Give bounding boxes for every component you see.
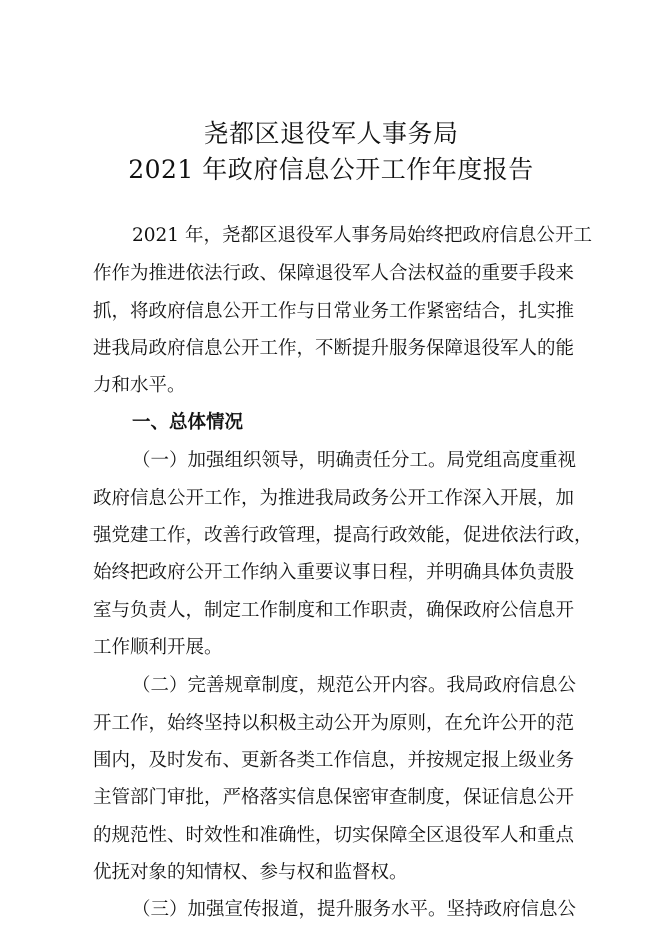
body-line-1: 2021 年，尧都区退役军人事务局始终把政府信息公开工 xyxy=(132,225,592,246)
body-line-2: 作作为推进依法行政、保障退役军人合法权益的重要手段来 xyxy=(93,263,575,284)
body-line-12: 工作顺利开展。 xyxy=(93,637,223,658)
body-line-4: 进我局政府信息公开工作，不断提升服务保障退役军人的能 xyxy=(93,338,575,359)
body-line-3: 抓，将政府信息公开工作与日常业务工作紧密结合，扎实推 xyxy=(93,301,575,322)
body-line-17: 的规范性、时效性和准确性，切实保障全区退役军人和重点 xyxy=(93,825,575,846)
body-line-10: 始终把政府公开工作纳入重要议事日程，并明确具体负责股 xyxy=(93,562,575,583)
body-line-8: 政府信息公开工作，为推进我局政务公开工作深入开展，加 xyxy=(93,488,575,509)
document-title-line-2: 2021 年政府信息公开工作年度报告 xyxy=(128,155,534,184)
body-line-18: 优抚对象的知情权、参与权和监督权。 xyxy=(93,862,408,883)
body-line-19: （三）加强宣传报道，提升服务水平。坚持政府信息公 xyxy=(132,899,577,920)
body-line-9: 强党建工作，改善行政管理，提高行政效能，促进依法行政， xyxy=(93,525,593,546)
body-line-11: 室与负责人，制定工作制度和工作职责，确保政府公信息开 xyxy=(93,600,575,621)
body-line-5: 力和水平。 xyxy=(93,375,186,396)
body-line-15: 围内，及时发布、更新各类工作信息，并按规定报上级业务 xyxy=(93,750,575,771)
body-line-16: 主管部门审批，严格落实信息保密审查制度，保证信息公开 xyxy=(93,787,575,808)
document-title-line-1: 尧都区退役军人事务局 xyxy=(203,119,459,148)
body-line-13: （二）完善规章制度，规范公开内容。我局政府信息公 xyxy=(132,675,577,696)
body-line-7: （一）加强组织领导，明确责任分工。局党组高度重视 xyxy=(132,450,577,471)
body-line-14: 开工作，始终坚持以积极主动公开为原则，在允许公开的范 xyxy=(93,713,575,734)
section-heading-overview: 一、总体情况 xyxy=(132,412,244,433)
